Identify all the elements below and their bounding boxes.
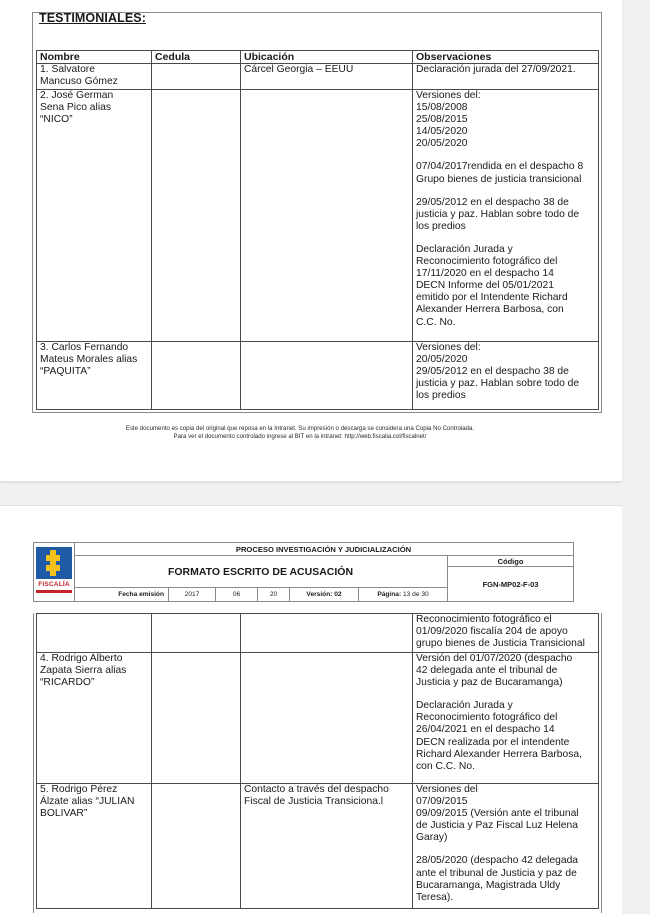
table-header-row bbox=[37, 51, 599, 64]
observacion-line: Declaración Jurada y bbox=[416, 243, 513, 255]
cell-cedula bbox=[152, 90, 241, 342]
fiscalia-logo bbox=[34, 543, 75, 601]
puzzle-piece-icon bbox=[46, 550, 60, 576]
observacion-paragraph bbox=[416, 342, 595, 402]
observacion-paragraph bbox=[416, 90, 595, 150]
observacion-line: Declaración Jurada y bbox=[416, 700, 513, 712]
observacion-paragraph bbox=[416, 700, 595, 773]
cell-cedula bbox=[152, 614, 241, 653]
page-value: 13 de 30 bbox=[403, 591, 429, 598]
nombre-line: Zapata Sierra alias bbox=[40, 665, 127, 677]
cell-nombre bbox=[37, 784, 152, 909]
observacion-line: 20/05/2020 bbox=[416, 138, 468, 150]
nombre-line: “RICARDO” bbox=[40, 677, 95, 689]
witness-table-continued bbox=[36, 613, 599, 909]
cell-nombre bbox=[37, 614, 152, 653]
observacion-line: C.C. No. bbox=[416, 316, 456, 328]
observacion-line: emitido por el Intendente Richard bbox=[416, 292, 568, 304]
column-header-ubicacion: Ubicación bbox=[241, 51, 413, 64]
nombre-line: BOLIVAR” bbox=[40, 808, 88, 820]
logo-red-bar bbox=[36, 590, 72, 593]
cell-observaciones bbox=[413, 342, 599, 410]
cell-observaciones bbox=[413, 653, 599, 784]
observacion-line: Teresa). bbox=[416, 891, 454, 903]
observacion-line: Reconocimiento fotográfico del bbox=[416, 712, 558, 724]
cell-observaciones bbox=[413, 784, 599, 909]
observacion-line: DECN Informe del 05/01/2021 bbox=[416, 280, 554, 292]
observacion-line: justicia y paz. Hablan sobre todo de bbox=[416, 378, 580, 390]
cell-cedula bbox=[152, 784, 241, 909]
nombre-line: Mancuso Gómez bbox=[40, 76, 118, 88]
cell-observaciones bbox=[413, 90, 599, 342]
nombre-line: 3. Carlos Fernando bbox=[40, 342, 129, 353]
table-row bbox=[37, 64, 599, 90]
table-row bbox=[37, 784, 599, 909]
observacion-line: Alexander Herrera Barbosa, con bbox=[416, 304, 564, 316]
page-indicator bbox=[359, 588, 447, 601]
ubicacion-line: Contacto a través del despacho bbox=[244, 784, 389, 795]
code-value: FGN-MP02-F-03 bbox=[447, 567, 573, 601]
nombre-line: 1. Salvatore bbox=[40, 64, 95, 75]
nombre-line: Sena Pico alias bbox=[40, 102, 111, 114]
observacion-paragraph bbox=[416, 855, 595, 903]
observacion-line: Versiones del bbox=[416, 784, 478, 795]
observacion-line: DECN realizada por el intendente bbox=[416, 736, 570, 748]
section-title: TESTIMONIALES: bbox=[39, 11, 146, 25]
witness-table bbox=[36, 50, 599, 410]
cell-ubicacion: Cárcel Georgia – EEUU bbox=[241, 64, 413, 90]
cell-nombre bbox=[37, 64, 152, 90]
observacion-paragraph bbox=[416, 653, 595, 689]
observacion-line: 25/08/2015 bbox=[416, 114, 468, 126]
issue-year: 2017 bbox=[169, 588, 216, 601]
observacion-line: Versiones del: bbox=[416, 342, 481, 353]
observacion-line: con C.C. No. bbox=[416, 760, 475, 772]
observacion-line: de Justicia y Paz Fiscal Luz Helena bbox=[416, 820, 578, 832]
observacion-paragraph bbox=[416, 784, 595, 844]
observacion-line: 29/05/2012 en el despacho 38 de bbox=[416, 366, 569, 378]
nombre-line: 2. José German bbox=[40, 90, 114, 101]
issue-month: 06 bbox=[216, 588, 258, 601]
observacion-line: 07/04/2017rendida en el despacho 8 bbox=[416, 161, 584, 173]
observacion-line: 28/05/2020 (despacho 42 delegada bbox=[416, 855, 579, 867]
observacion-line: justicia y paz. Hablan sobre todo de bbox=[416, 208, 580, 220]
issue-date-label: Fecha emisión bbox=[74, 588, 169, 601]
observacion-line: Garay) bbox=[416, 832, 448, 844]
cell-ubicacion bbox=[241, 614, 413, 653]
observacion-line: 01/09/2020 fiscalía 204 de apoyo bbox=[416, 626, 568, 638]
nombre-line: 5. Rodrigo Pérez bbox=[40, 784, 118, 795]
observacion-line: Grupo bienes de justicia transicional bbox=[416, 173, 582, 185]
nombre-line: Álzate alias “JULIAN bbox=[40, 796, 135, 808]
table-row bbox=[37, 614, 599, 653]
cell-nombre bbox=[37, 342, 152, 410]
cell-observaciones bbox=[413, 614, 599, 653]
cell-ubicacion bbox=[241, 653, 413, 784]
cell-nombre bbox=[37, 653, 152, 784]
cell-observaciones bbox=[413, 64, 599, 90]
observacion-line: Reconocimiento fotográfico el bbox=[416, 614, 552, 625]
observacion-line: 29/05/2012 en el despacho 38 de bbox=[416, 196, 569, 208]
column-header-cedula: Cedula bbox=[152, 51, 241, 64]
ubicacion-line: Fiscal de Justicia Transiciona.l bbox=[244, 796, 384, 808]
observacion-line: 26/04/2021 en el despacho 14 bbox=[416, 724, 555, 736]
observacion-line: Versiones del: bbox=[416, 90, 481, 101]
nombre-line: 4. Rodrigo Alberto bbox=[40, 653, 123, 664]
version-label: Versión: 02 bbox=[290, 588, 359, 601]
table-row bbox=[37, 90, 599, 342]
document-header bbox=[33, 542, 574, 602]
observacion-line: los predios bbox=[416, 220, 466, 232]
cell-ubicacion bbox=[241, 342, 413, 410]
observacion-line: Reconocimiento fotográfico del bbox=[416, 256, 558, 268]
observacion-line: los predios bbox=[416, 390, 466, 402]
issue-day: 20 bbox=[258, 588, 290, 601]
document-footnote bbox=[30, 425, 570, 441]
code-label: Código bbox=[447, 556, 573, 567]
observacion-line: 15/08/2008 bbox=[416, 102, 468, 114]
cell-ubicacion bbox=[241, 90, 413, 342]
nombre-line: “NICO” bbox=[40, 114, 73, 126]
observacion-line: grupo bienes de Justicia Transicional bbox=[416, 638, 585, 650]
observacion-line: 17/11/2020 en el despacho 14 bbox=[416, 268, 554, 280]
nombre-line: “PAQUITA” bbox=[40, 366, 91, 378]
cell-ubicacion bbox=[241, 784, 413, 909]
table-row bbox=[37, 653, 599, 784]
page-label: Página: bbox=[377, 591, 402, 598]
observacion-line: Richard Alexander Herrera Barbosa, bbox=[416, 748, 582, 760]
observacion-paragraph bbox=[416, 64, 595, 76]
observacion-line: Justicia y paz de Bucaramanga) bbox=[416, 677, 563, 689]
cell-cedula bbox=[152, 653, 241, 784]
observacion-line: ante el tribunal de Justicia y paz de bbox=[416, 867, 577, 879]
observacion-line: Declaración jurada del 27/09/2021. bbox=[416, 64, 576, 75]
table-row bbox=[37, 342, 599, 410]
process-name: PROCESO INVESTIGACIÓN Y JUDICIALIZACIÓN bbox=[74, 543, 573, 556]
observacion-line: Versión del 01/07/2020 (despacho bbox=[416, 653, 573, 664]
observacion-line: Bucaramanga, Magistrada Uldy bbox=[416, 879, 561, 891]
observacion-paragraph bbox=[416, 614, 595, 650]
column-header-observaciones: Observaciones bbox=[413, 51, 599, 64]
observacion-line: 20/05/2020 bbox=[416, 354, 468, 366]
observacion-line: 09/09/2015 (Versión ante el tribunal bbox=[416, 808, 579, 820]
cell-nombre bbox=[37, 90, 152, 342]
observacion-paragraph bbox=[416, 244, 595, 329]
column-header-nombre: Nombre bbox=[37, 51, 152, 64]
footnote-line-2: Para ver el documento controlado ingrese al BIT en la intranet: http://web.fiscalia.col/fiscalnet/ bbox=[173, 433, 427, 440]
observacion-line: 07/09/2015 bbox=[416, 796, 468, 808]
observacion-paragraph bbox=[416, 197, 595, 233]
footnote-line-1: Este documento es copia del original que reposa en la Intranet. Su impresión o descarga se considera una Copia No Controlada. bbox=[125, 425, 475, 432]
logo-text: FISCALÍA bbox=[38, 581, 70, 588]
cell-cedula bbox=[152, 64, 241, 90]
cell-cedula bbox=[152, 342, 241, 410]
format-title: FORMATO ESCRITO DE ACUSACIÓN bbox=[74, 556, 447, 588]
observacion-paragraph bbox=[416, 161, 595, 185]
nombre-line: Mateus Morales alias bbox=[40, 354, 138, 366]
observacion-line: 42 delegada ante el tribunal de bbox=[416, 665, 558, 677]
observacion-line: 14/05/2020 bbox=[416, 126, 468, 138]
